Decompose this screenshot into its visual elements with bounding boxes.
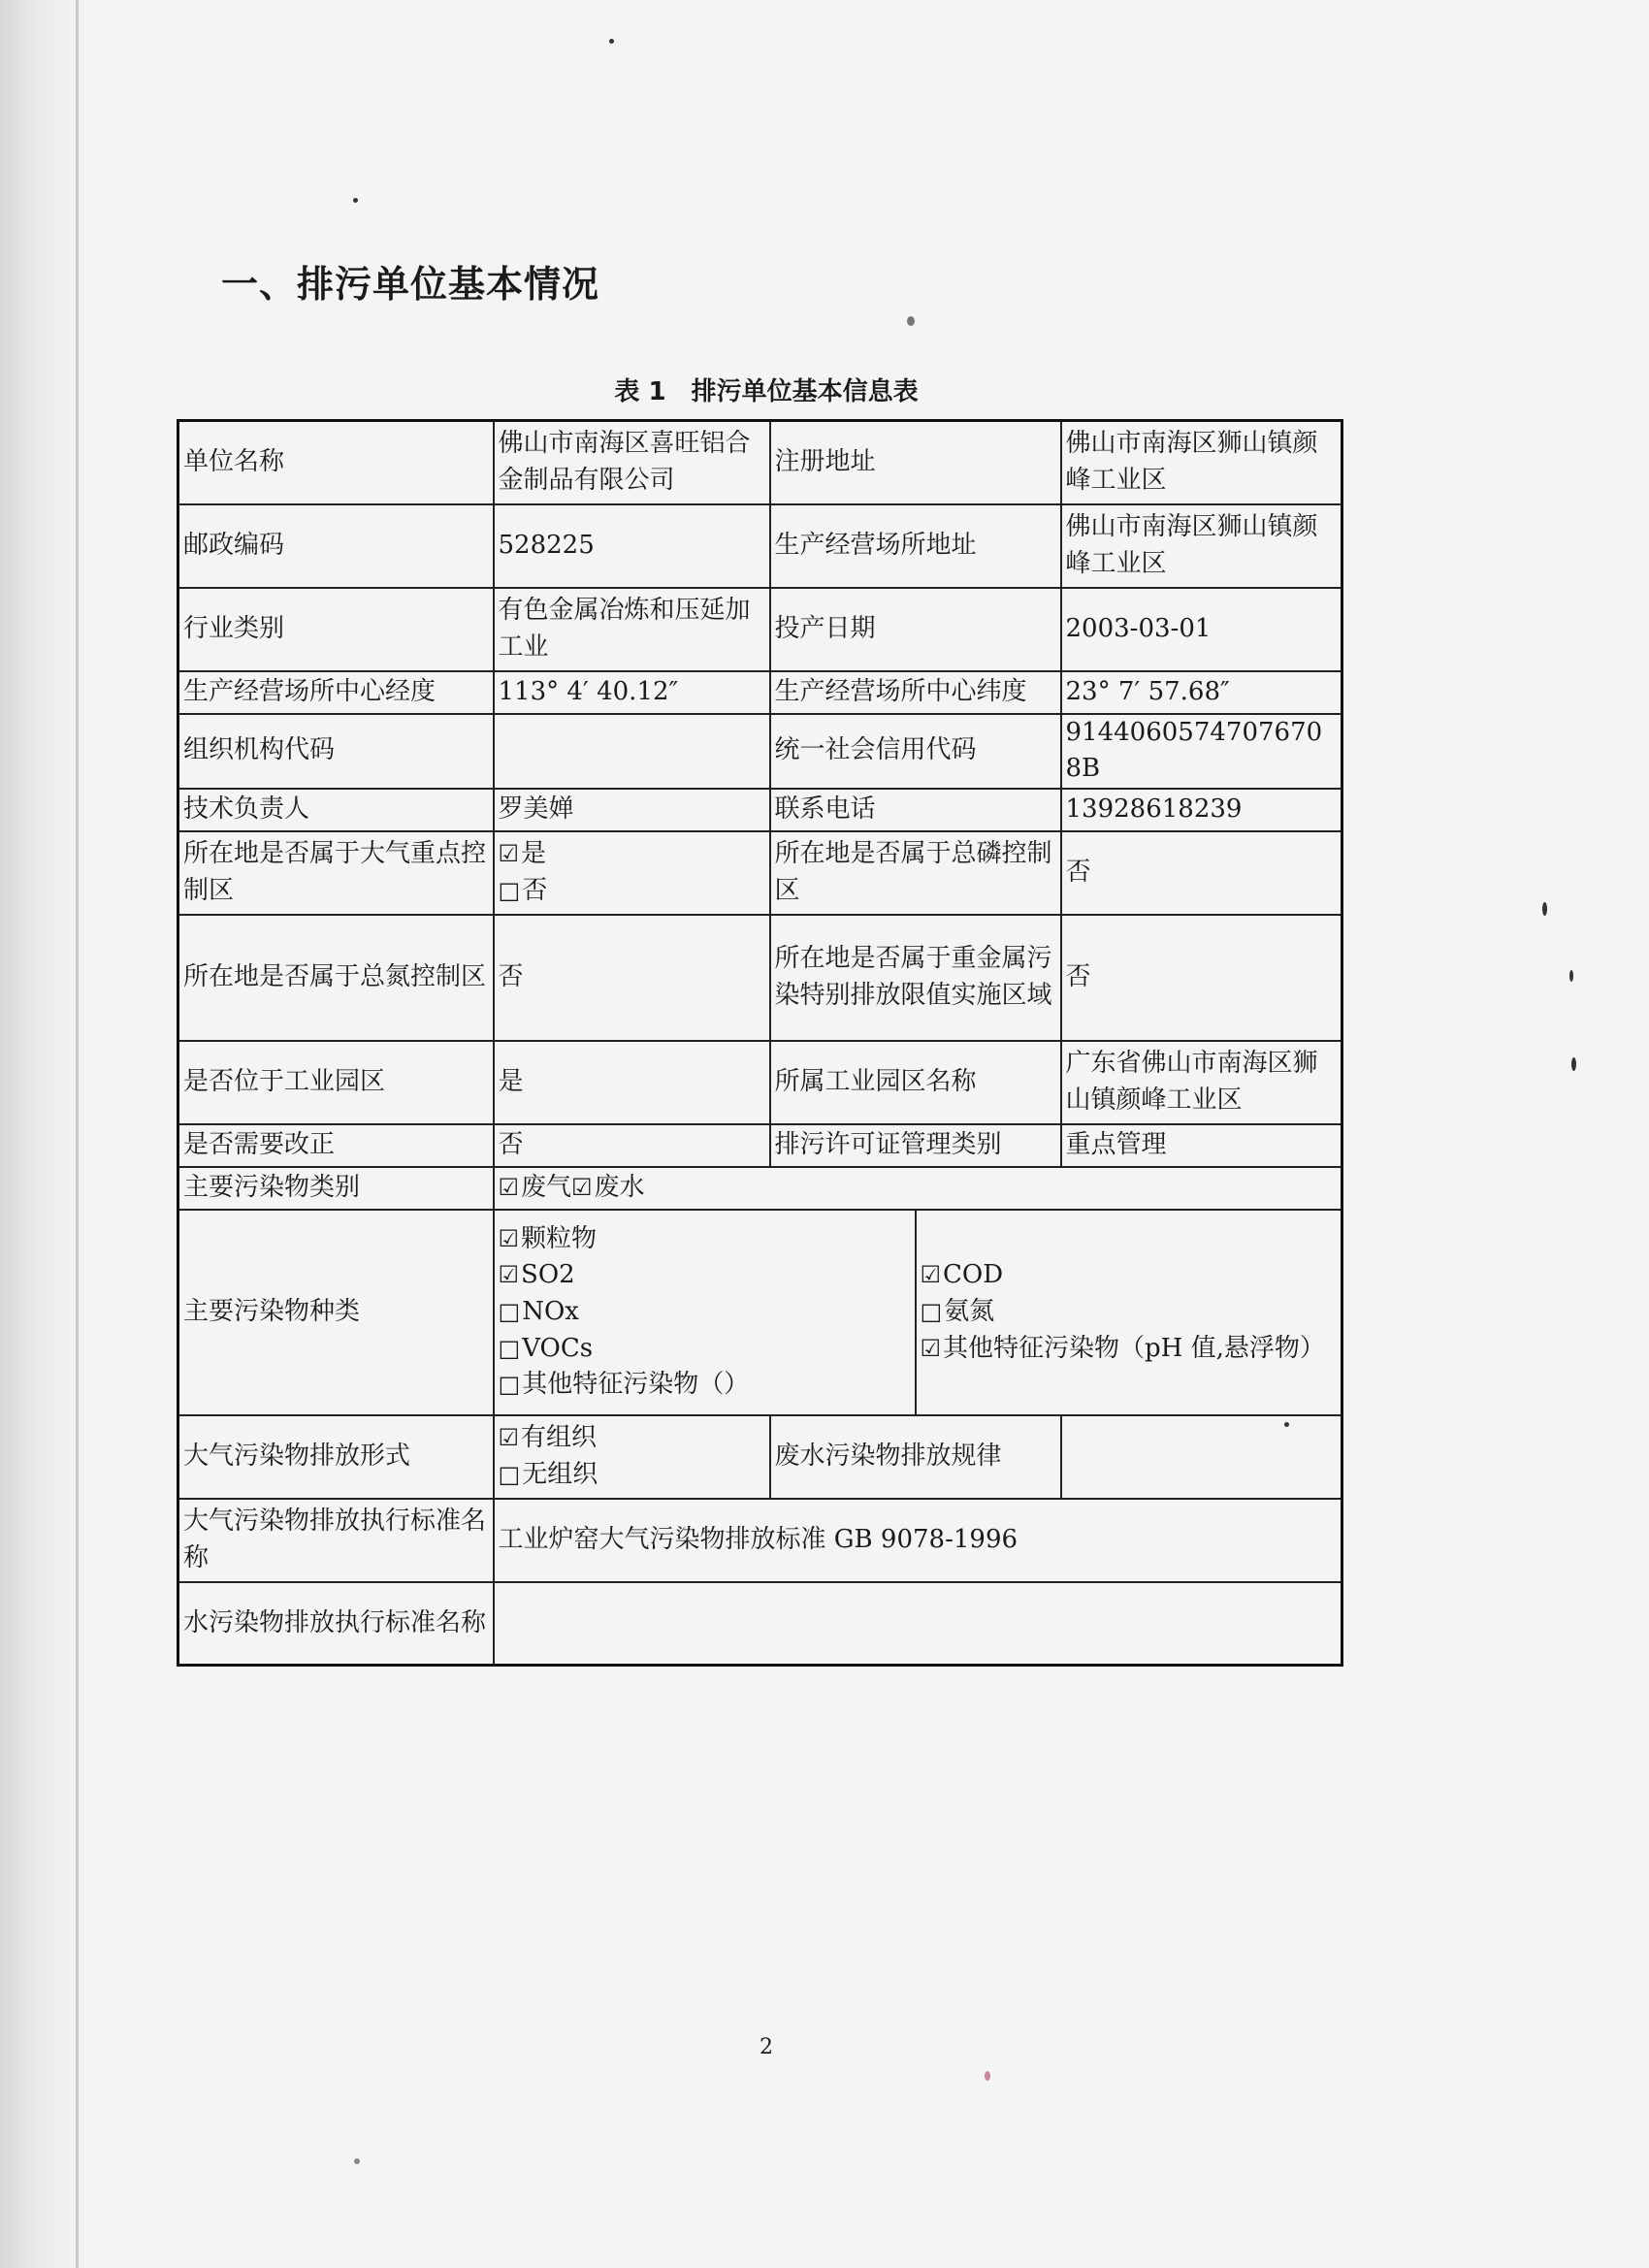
air-pollutant-list — [494, 1210, 916, 1415]
label-industry: 行业类别 — [178, 588, 494, 671]
binding-line — [76, 0, 79, 2268]
value-park-name: 广东省佛山市南海区狮山镇颜峰工业区 — [1061, 1041, 1342, 1124]
value-rectification: 否 — [494, 1124, 770, 1167]
basic-info-table — [177, 419, 1343, 1667]
label-tech-lead: 技术负责人 — [178, 789, 494, 831]
table-row — [178, 1499, 1342, 1582]
binding-shadow — [0, 0, 87, 2268]
value-water-discharge-pattern — [1061, 1415, 1342, 1499]
label-pollutant-category: 主要污染物类别 — [178, 1167, 494, 1210]
unchecked-box-icon: □ — [498, 1371, 521, 1399]
table-row — [178, 1210, 1342, 1415]
value-air-zone — [494, 831, 770, 915]
table-row — [178, 1167, 1342, 1210]
unchecked-box-icon: □ — [498, 1298, 521, 1326]
air-zone-yes-option: ☑是 — [499, 836, 765, 873]
scan-speck — [353, 198, 358, 203]
label-org-code: 组织机构代码 — [178, 714, 494, 789]
table-row — [178, 915, 1342, 1041]
table-row — [178, 1124, 1342, 1167]
air-pollutant-particulate: ☑颗粒物 — [499, 1221, 911, 1258]
unchecked-box-icon: □ — [920, 1298, 943, 1326]
checked-box-icon: ☑ — [498, 1174, 520, 1202]
value-registered-address: 佛山市南海区狮山镇颜峰工业区 — [1061, 421, 1342, 504]
label-water-discharge-pattern: 废水污染物排放规律 — [770, 1415, 1061, 1499]
label-air-emission-form: 大气污染物排放形式 — [178, 1415, 494, 1499]
air-emission-fugitive: □无组织 — [499, 1457, 765, 1494]
value-org-code — [494, 714, 770, 789]
table-row — [178, 1415, 1342, 1499]
checked-box-icon: ☑ — [498, 1224, 520, 1252]
value-longitude: 113° 4′ 40.12″ — [494, 671, 770, 714]
label-air-zone: 所在地是否属于大气重点控制区 — [178, 831, 494, 915]
table-caption: 表 1 排污单位基本信息表 — [614, 377, 919, 406]
label-pollutant-types: 主要污染物种类 — [178, 1210, 494, 1415]
label-latitude: 生产经营场所中心纬度 — [770, 671, 1061, 714]
label-permit-category: 排污许可证管理类别 — [770, 1124, 1061, 1167]
checked-box-icon: ☑ — [498, 840, 520, 868]
water-pollutant-cod: ☑COD — [921, 1257, 1338, 1294]
scan-speck — [907, 316, 915, 326]
table-row — [178, 1582, 1342, 1666]
checked-box-icon: ☑ — [571, 1174, 593, 1202]
scan-speck — [1542, 902, 1547, 916]
value-tech-lead: 罗美婵 — [494, 789, 770, 831]
unchecked-box-icon: □ — [498, 876, 521, 904]
table-row — [178, 421, 1342, 504]
value-industry: 有色金属冶炼和压延加工业 — [494, 588, 770, 671]
air-emission-organized: ☑有组织 — [499, 1420, 765, 1457]
value-unit-name: 佛山市南海区喜旺铝合金制品有限公司 — [494, 421, 770, 504]
scan-speck — [354, 2158, 360, 2164]
unchecked-box-icon: □ — [498, 1460, 521, 1488]
label-unit-name: 单位名称 — [178, 421, 494, 504]
water-pollutant-ammonia: □氨氮 — [921, 1294, 1338, 1331]
air-pollutant-vocs: □VOCs — [499, 1331, 911, 1368]
table-row — [178, 1041, 1342, 1124]
section-title: 一、排污单位基本情况 — [221, 263, 600, 306]
value-industrial-park: 是 — [494, 1041, 770, 1124]
value-start-date: 2003-03-01 — [1061, 588, 1342, 671]
table-row — [178, 588, 1342, 671]
value-credit-code: 91440605747076708B — [1061, 714, 1342, 789]
unchecked-box-icon: □ — [498, 1334, 521, 1362]
scan-speck — [985, 2071, 990, 2081]
value-water-standard — [494, 1582, 1342, 1666]
label-site-address: 生产经营场所地址 — [770, 504, 1061, 588]
label-postal-code: 邮政编码 — [178, 504, 494, 588]
label-park-name: 所属工业园区名称 — [770, 1041, 1061, 1124]
table-row — [178, 714, 1342, 789]
air-pollutant-nox: □NOx — [499, 1294, 911, 1331]
value-air-emission-form — [494, 1415, 770, 1499]
value-air-standard: 工业炉窑大气污染物排放标准 GB 9078-1996 — [494, 1499, 1342, 1582]
air-pollutant-other: □其他特征污染物（） — [499, 1367, 911, 1404]
label-credit-code: 统一社会信用代码 — [770, 714, 1061, 789]
label-phosphorus-zone: 所在地是否属于总磷控制区 — [770, 831, 1061, 915]
label-industrial-park: 是否位于工业园区 — [178, 1041, 494, 1124]
label-registered-address: 注册地址 — [770, 421, 1061, 504]
value-permit-category: 重点管理 — [1061, 1124, 1342, 1167]
scan-speck — [609, 39, 614, 44]
label-start-date: 投产日期 — [770, 588, 1061, 671]
category-waste-gas: 废气 — [521, 1173, 572, 1203]
label-nitrogen-zone: 所在地是否属于总氮控制区 — [178, 915, 494, 1041]
checked-box-icon: ☑ — [920, 1261, 942, 1289]
value-phosphorus-zone: 否 — [1061, 831, 1342, 915]
category-waste-water: 废水 — [594, 1173, 645, 1203]
scan-speck — [1569, 970, 1573, 982]
value-site-address: 佛山市南海区狮山镇颜峰工业区 — [1061, 504, 1342, 588]
label-air-standard: 大气污染物排放执行标准名称 — [178, 1499, 494, 1582]
water-pollutant-list — [916, 1210, 1342, 1415]
checked-box-icon: ☑ — [498, 1424, 520, 1452]
water-pollutant-other: ☑其他特征污染物（pH 值,悬浮物） — [921, 1331, 1338, 1368]
air-zone-no-option: □否 — [499, 873, 765, 910]
table-row — [178, 504, 1342, 588]
table-row — [178, 831, 1342, 915]
checked-box-icon: ☑ — [920, 1334, 942, 1362]
label-phone: 联系电话 — [770, 789, 1061, 831]
table-row — [178, 671, 1342, 714]
label-heavy-metal-zone: 所在地是否属于重金属污染特别排放限值实施区域 — [770, 915, 1061, 1041]
scan-speck — [1571, 1057, 1576, 1071]
table-row — [178, 789, 1342, 831]
value-latitude: 23° 7′ 57.68″ — [1061, 671, 1342, 714]
label-rectification: 是否需要改正 — [178, 1124, 494, 1167]
value-pollutant-category — [494, 1167, 1342, 1210]
value-heavy-metal-zone: 否 — [1061, 915, 1342, 1041]
value-postal-code: 528225 — [494, 504, 770, 588]
label-longitude: 生产经营场所中心经度 — [178, 671, 494, 714]
value-phone: 13928618239 — [1061, 789, 1342, 831]
value-nitrogen-zone: 否 — [494, 915, 770, 1041]
label-water-standard: 水污染物排放执行标准名称 — [178, 1582, 494, 1666]
checked-box-icon: ☑ — [498, 1261, 520, 1289]
page-number: 2 — [760, 2035, 773, 2059]
air-pollutant-so2: ☑SO2 — [499, 1257, 911, 1294]
scan-speck — [1284, 1422, 1289, 1427]
